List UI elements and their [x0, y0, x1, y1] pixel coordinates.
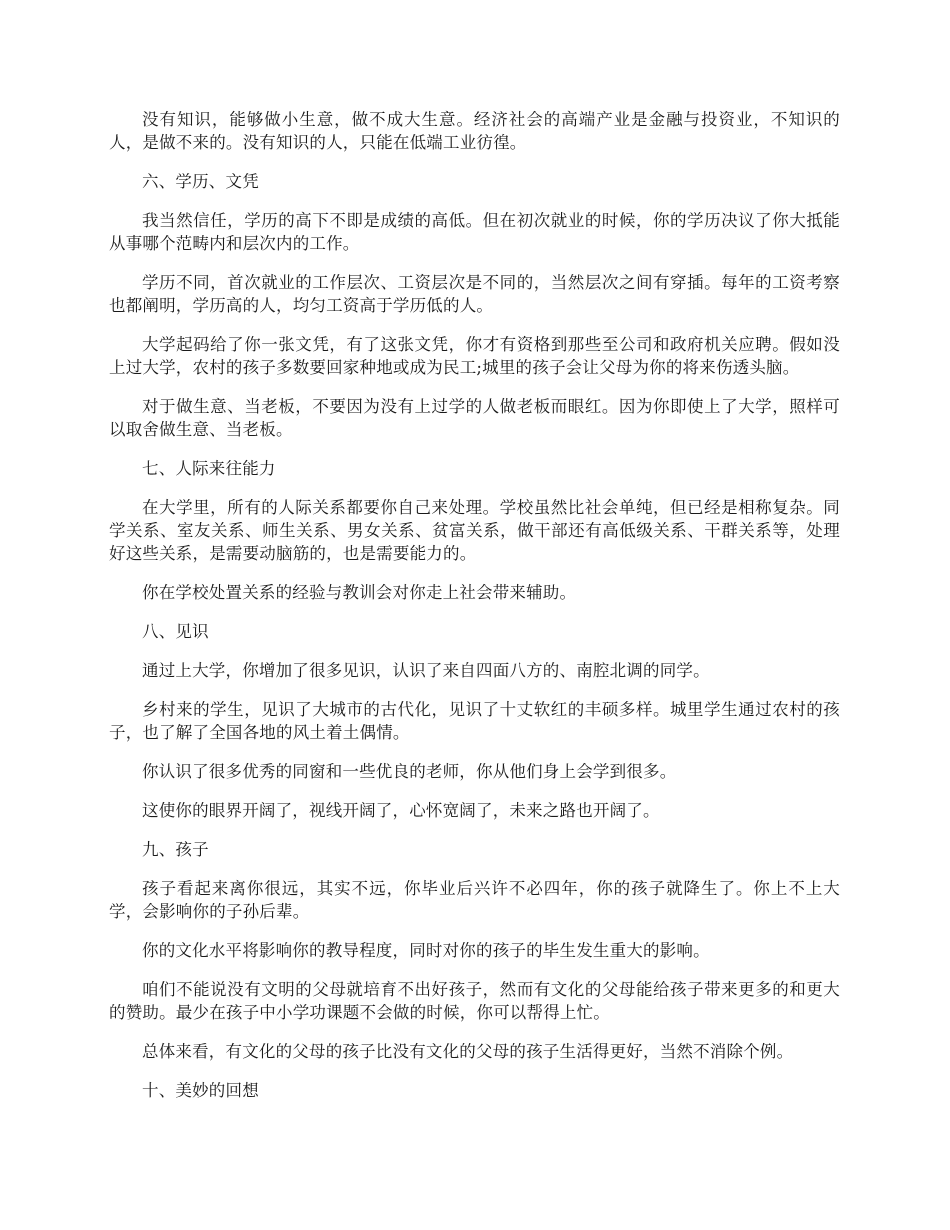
section-heading-10: 十、美妙的回想 — [142, 1081, 259, 1100]
paragraph: 这使你的眼界开阔了，视线开阔了，心怀宽阔了，未来之路也开阔了。 — [142, 801, 660, 820]
section-heading-7: 七、人际来往能力 — [142, 459, 276, 478]
paragraph: 你认识了很多优秀的同窗和一些优良的老师，你从他们身上会学到很多。 — [142, 762, 677, 781]
paragraph: 学历不同，首次就业的工作层次、工资层次是不同的，当然层次之间有穿插。每年的工资考察也都阐明，学历高的人，均匀工资高于学历低的人。 — [109, 273, 840, 315]
section-heading-8: 八、见识 — [142, 622, 209, 641]
section-heading-6: 六、学历、文凭 — [142, 172, 259, 191]
paragraph: 对于做生意、当老板，不要因为没有上过学的人做老板而眼红。因为你即使上了大学，照样可以取舍做生意、当老板。 — [109, 397, 840, 439]
section-heading-9: 九、孩子 — [142, 840, 209, 859]
paragraph: 你在学校处置关系的经验与教训会对你走上社会带来辅助。 — [142, 583, 577, 602]
paragraph: 通过上大学，你增加了很多见识，认识了来自四面八方的、南腔北调的同学。 — [142, 661, 710, 680]
paragraph: 孩子看起来离你很远，其实不远，你毕业后兴许不必四年，你的孩子就降生了。你上不上大学，会影响你的子孙后辈。 — [109, 879, 840, 921]
paragraph: 我当然信任，学历的高下不即是成绩的高低。但在初次就业的时候，你的学历决议了你大抵能从事哪个范畴内和层次内的工作。 — [109, 211, 840, 253]
paragraph: 你的文化水平将影响你的教导程度，同时对你的孩子的毕生发生重大的影响。 — [142, 941, 710, 960]
paragraph: 在大学里，所有的人际关系都要你自己来处理。学校虽然比社会单纯，但已经是相称复杂。同学关系、室友关系、师生关系、男女关系、贫富关系，做干部还有高低级关系、干群关系等，处理好这些关系，是需要动脑筋的，也是需要能力的。 — [109, 498, 840, 563]
document-page — [109, 108, 840, 1118]
paragraph: 乡村来的学生，见识了大城市的古代化，见识了十丈软红的丰硕多样。城里学生通过农村的孩子，也了解了全国各地的风土着土偶情。 — [109, 700, 840, 742]
paragraph: 咱们不能说没有文明的父母就培育不出好孩子，然而有文化的父母能给孩子带来更多的和更大的赞助。最少在孩子中小学功课题不会做的时候，你可以帮得上忙。 — [109, 980, 840, 1022]
paragraph: 没有知识，能够做小生意，做不成大生意。经济社会的高端产业是金融与投资业，不知识的人，是做不来的。没有知识的人，只能在低端工业彷徨。 — [109, 110, 840, 152]
paragraph: 大学起码给了你一张文凭，有了这张文凭，你才有资格到那些至公司和政府机关应聘。假如没上过大学，农村的孩子多数要回家种地或成为民工;城里的孩子会让父母为你的将来伤透头脑。 — [109, 335, 840, 377]
paragraph: 总体来看，有文化的父母的孩子比没有文化的父母的孩子生活得更好，当然不消除个例。 — [142, 1042, 794, 1061]
